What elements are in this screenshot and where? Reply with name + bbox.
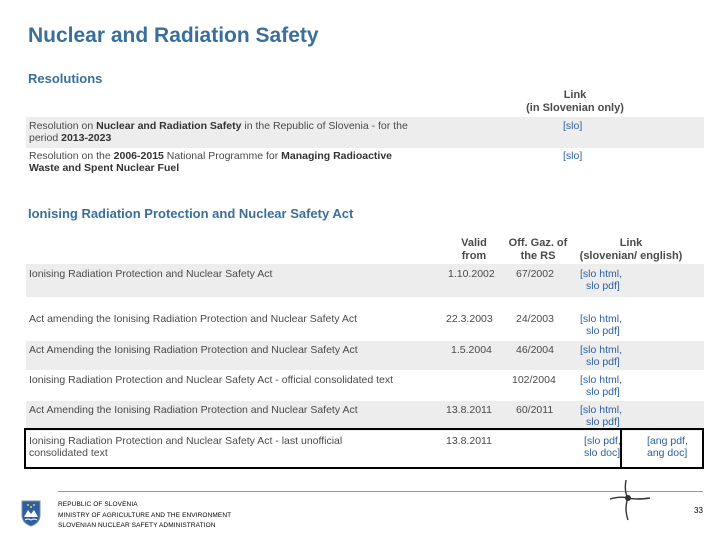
act-link-eng[interactable]: [ang pdf, ang doc] <box>647 435 688 459</box>
act-off-gaz: 46/2004 <box>516 344 554 356</box>
act-name: Ionising Radiation Protection and Nuclear Safety Act <box>29 268 273 280</box>
table-row <box>26 371 704 401</box>
act-valid-from: 13.8.2011 <box>446 435 492 447</box>
act-name: Act amending the Ionising Radiation Protection and Nuclear Safety Act <box>29 313 358 325</box>
highlight-box-english <box>620 428 704 469</box>
off-gaz-header: Off. Gaz. of the RS <box>508 237 568 262</box>
act-valid-from: 1.10.2002 <box>448 268 495 280</box>
act-off-gaz: 102/2004 <box>512 374 556 386</box>
link-header-label: Link <box>563 89 587 101</box>
table-row <box>26 264 704 297</box>
act-link-slo[interactable]: [slo pdf, slo doc] <box>584 435 621 459</box>
act-off-gaz: 60/2011 <box>516 404 554 416</box>
footer-administration: SLOVENIAN NUCLEAR SAFETY ADMINISTRATION <box>58 522 216 529</box>
act-name: Ionising Radiation Protection and Nuclear Safety Act - last unofficial consolidated text <box>29 435 343 459</box>
resolutions-link-header <box>520 89 630 115</box>
footer-republic: REPUBLIC OF SLOVENIA <box>58 501 138 508</box>
page-number: 33 <box>694 506 703 515</box>
act-name: Ionising Radiation Protection and Nuclear Safety Act - official consolidated text <box>29 374 394 386</box>
page-title: Nuclear and Radiation Safety <box>28 24 319 47</box>
act-valid-from: 22.3.2003 <box>446 313 493 325</box>
link-header-sublabel: (in Slovenian only) <box>526 102 624 114</box>
act-link-slo[interactable]: [slo html, slo pdf] <box>580 268 623 292</box>
resolution-text: Resolution on Nuclear and Radiation Safety in the Republic of Slovenia - for the period 2013-2023 <box>29 120 408 144</box>
coat-of-arms-icon <box>21 500 41 527</box>
resolution-text: Resolution on the 2006-2015 National Programme for Managing Radioactive Waste and Spent Nuclear Fuel <box>29 150 393 174</box>
highlight-box-row <box>24 428 704 469</box>
footer-ministry: MINISTRY OF AGRICULTURE AND THE ENVIRONMENT <box>58 512 232 519</box>
table-row <box>26 341 704 370</box>
atom-logo-icon <box>606 478 654 522</box>
table-row <box>26 148 704 178</box>
act-heading: Ionising Radiation Protection and Nuclear Safety Act <box>28 206 354 221</box>
resolutions-heading: Resolutions <box>28 71 103 86</box>
act-valid-from: 13.8.2011 <box>446 404 492 416</box>
act-link-slo[interactable]: [slo html, slo pdf] <box>580 374 623 398</box>
act-off-gaz: 67/2002 <box>516 268 554 280</box>
act-link-slo[interactable]: [slo html, slo pdf] <box>580 313 623 337</box>
act-name: Act Amending the Ionising Radiation Protection and Nuclear Safety Act <box>29 404 358 416</box>
act-link-slo[interactable]: [slo html, slo pdf] <box>580 404 623 428</box>
link-header: Link (slovenian/ english) <box>579 237 683 262</box>
act-link-slo[interactable]: [slo html, slo pdf] <box>580 344 623 368</box>
act-name: Act Amending the Ionising Radiation Protection and Nuclear Safety Act <box>29 344 358 356</box>
resolution-link[interactable]: [slo] <box>563 150 583 162</box>
resolution-link[interactable]: [slo] <box>563 120 583 132</box>
act-valid-from: 1.5.2004 <box>451 344 492 356</box>
act-off-gaz: 24/2003 <box>516 313 554 325</box>
table-row <box>26 308 704 341</box>
table-row <box>26 401 704 431</box>
table-row <box>26 117 704 148</box>
valid-from-header: Valid from <box>461 237 487 262</box>
